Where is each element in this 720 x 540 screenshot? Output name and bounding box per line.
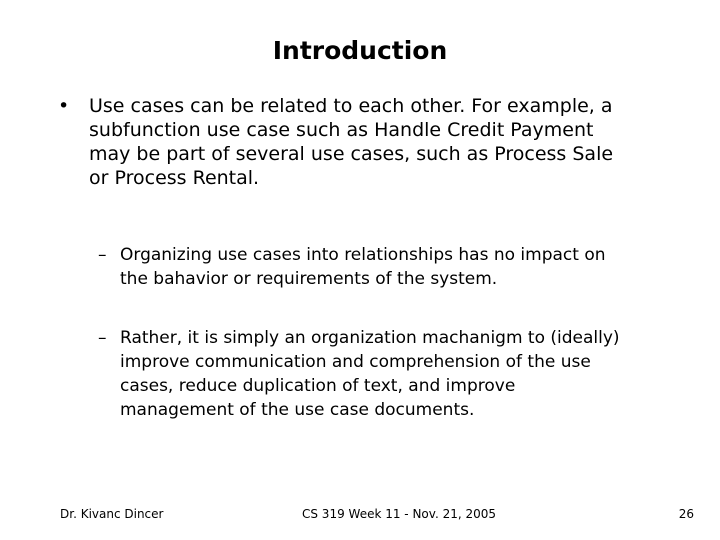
sub-bullet-line: cases, reduce duplication of text, and improve	[120, 376, 516, 396]
sub-bullet-line: improve communication and comprehension of the use	[120, 352, 591, 372]
slide-title: Introduction	[272, 36, 448, 65]
bullet-marker: •	[58, 95, 70, 117]
footer-course-info: CS 319 Week 11 - Nov. 21, 2005	[302, 507, 497, 521]
sub-bullet-text	[120, 243, 606, 291]
sub-bullet-text	[120, 326, 620, 422]
main-bullet-text	[89, 94, 613, 190]
sub-bullet-marker: –	[98, 245, 107, 265]
main-bullet-line: may be part of several use cases, such as Process Sale	[89, 143, 614, 165]
main-bullet-line: subfunction use case such as Handle Credit Payment	[89, 119, 594, 141]
sub-bullet-line: Rather, it is simply an organization machanigm to (ideally)	[120, 328, 620, 348]
sub-bullet-line: management of the use case documents.	[120, 400, 475, 420]
sub-bullet-line: the bahavior or requirements of the system.	[120, 269, 498, 289]
sub-bullet-marker: –	[98, 328, 107, 348]
main-bullet-line: or Process Rental.	[89, 167, 260, 189]
sub-bullet-line: Organizing use cases into relationships has no impact on	[120, 245, 606, 265]
footer-author: Dr. Kivanc Dincer	[60, 507, 164, 521]
page-number: 26	[678, 507, 694, 521]
main-bullet-line: Use cases can be related to each other. For example, a	[89, 95, 613, 117]
